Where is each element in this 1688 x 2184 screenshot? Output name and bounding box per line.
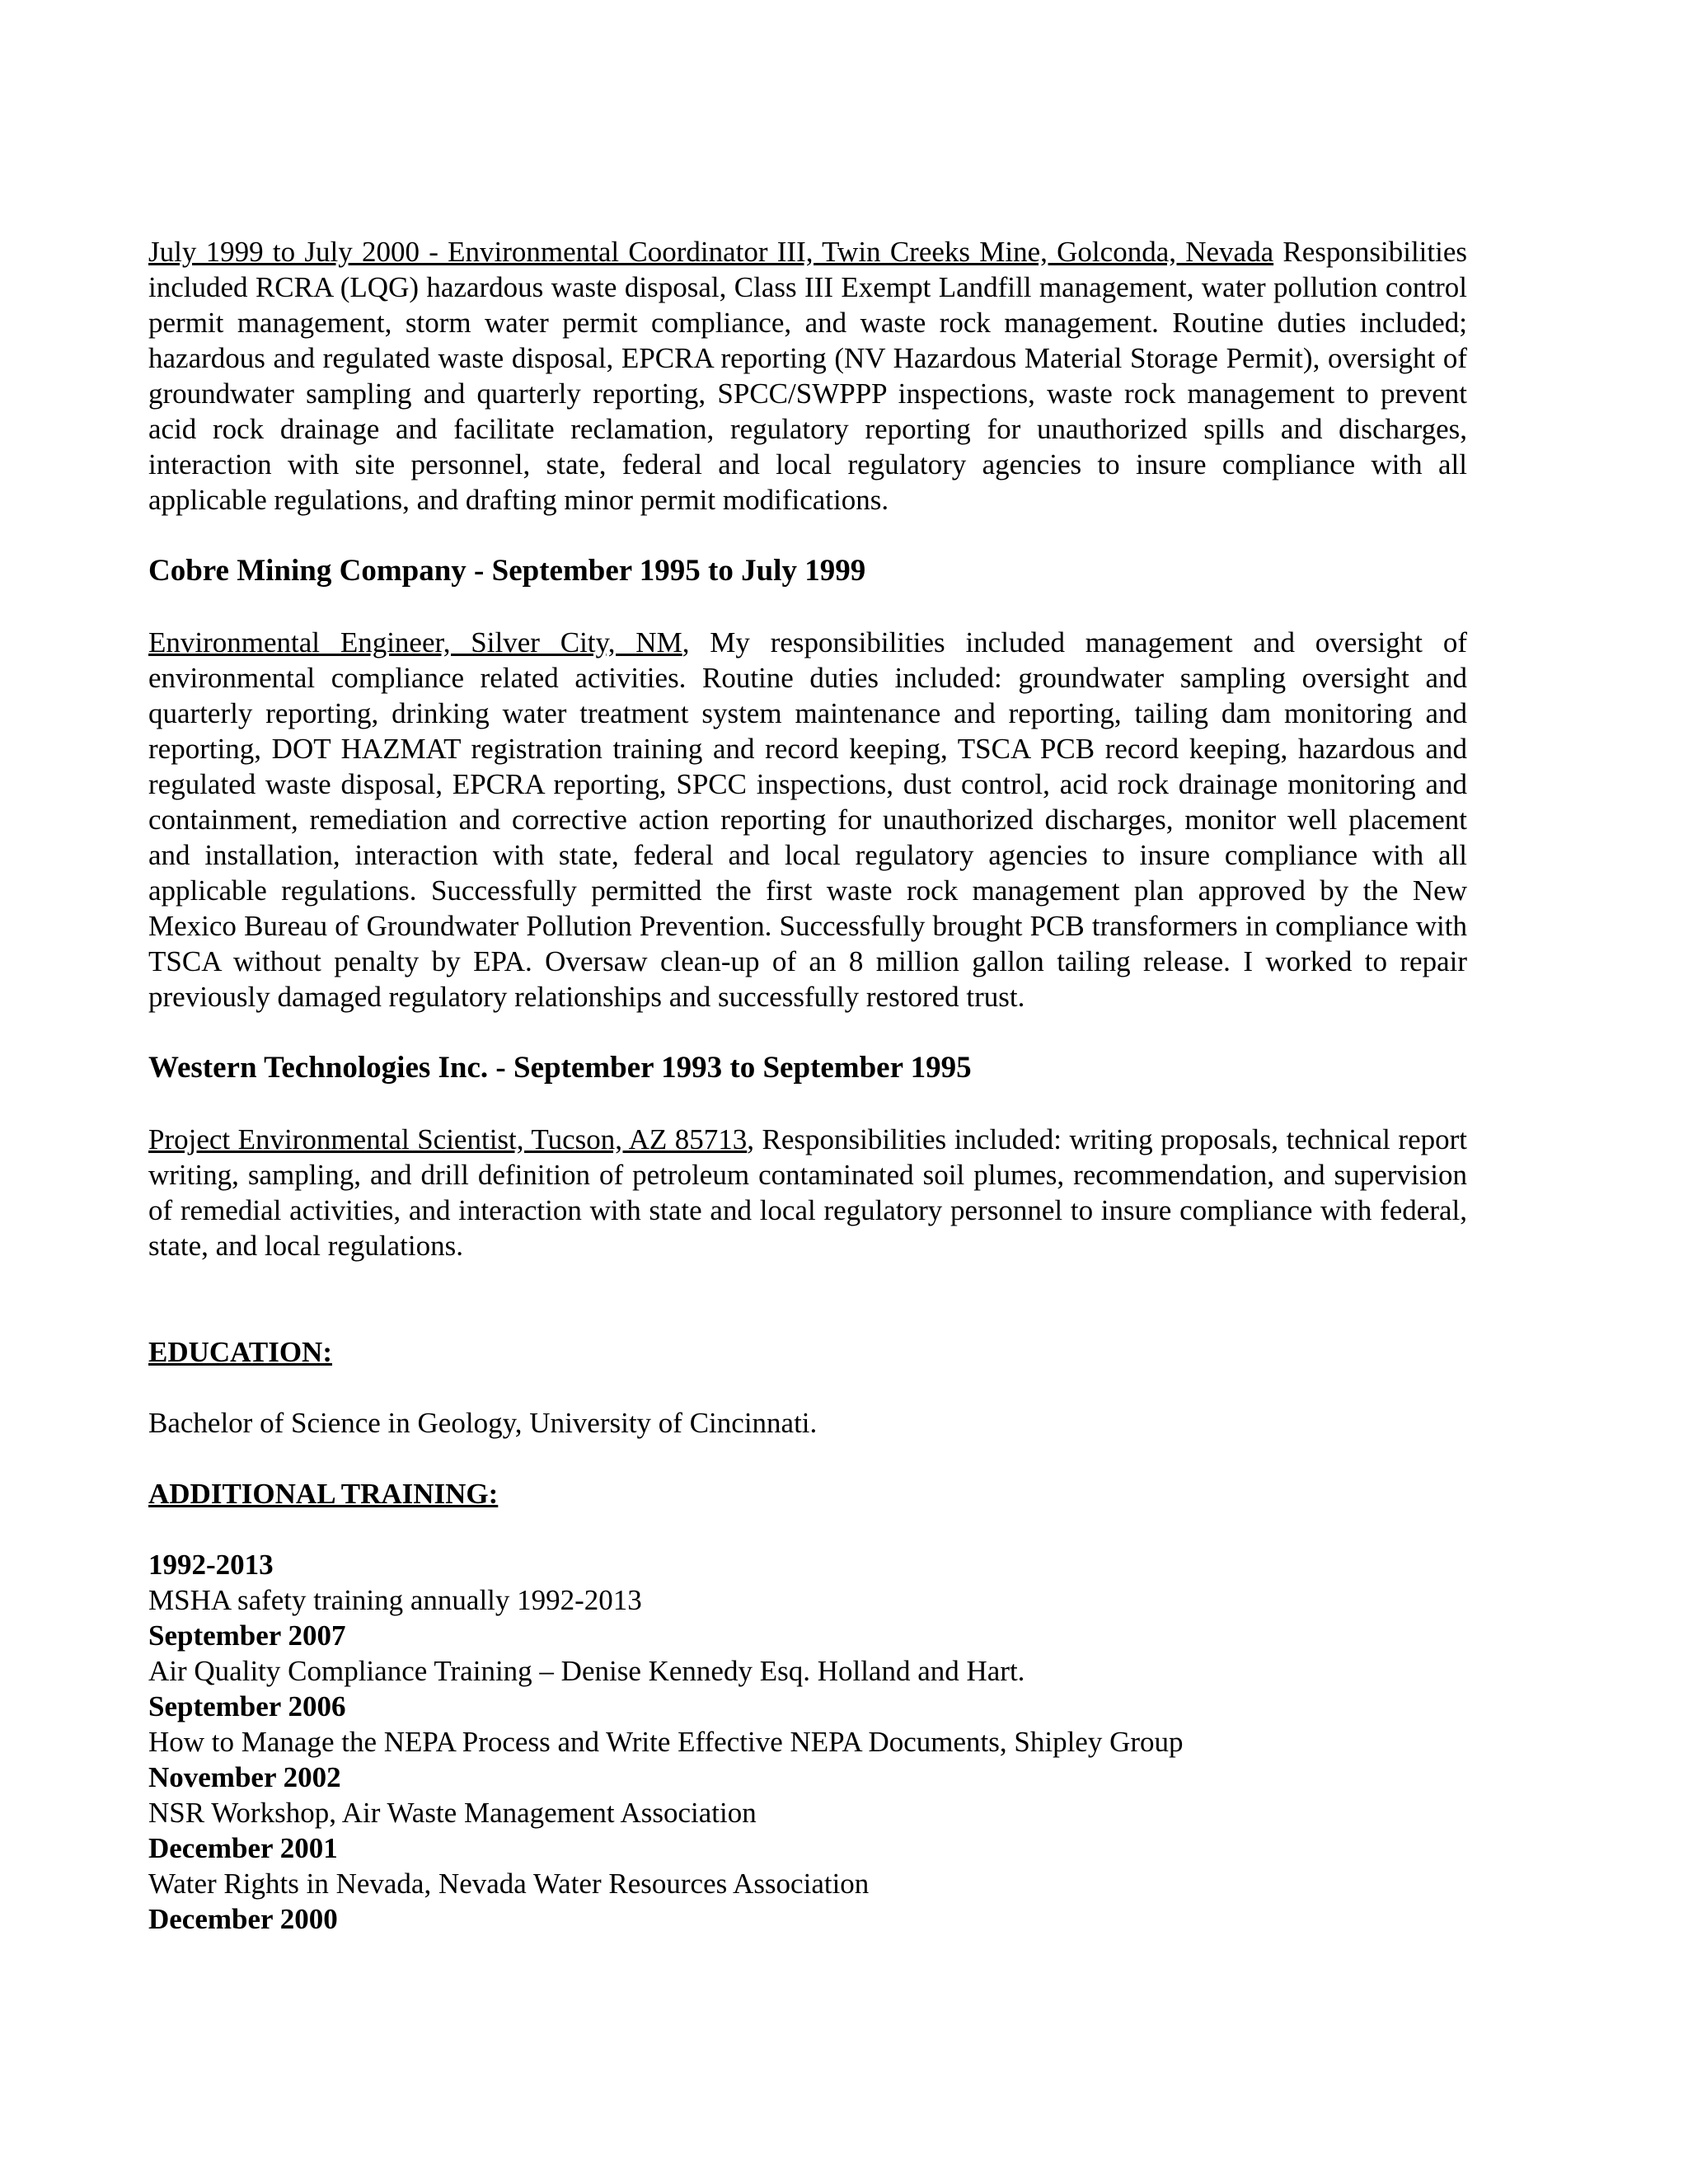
training-date: September 2007 [148, 1619, 346, 1652]
training-label: ADDITIONAL TRAINING: [148, 1478, 499, 1510]
twin-creeks-entry [148, 234, 1467, 518]
cobre-body: , My responsibilities included management and oversight of environmental compliance related activities. Routine duties included: groundwater sampling oversight and quarterly reporting, drinking water treatment system maintenance and reporting, tailing dam monitoring and reporting, DOT HAZMAT registration training and record keeping, TSCA PCB record keeping, hazardous and regulated waste disposal, EPCRA reporting, SPCC inspections, dust control, acid rock drainage monitoring and containment, remediation and corrective action reporting for unauthorized discharges, monitor well placement and installation, interaction with state, federal and local regulatory agencies to insure compliance with all applicable regulations. Successfully permitted the first waste rock management plan approved by the New Mexico Bureau of Groundwater Pollution Prevention. Successfully brought PCB transformers in compliance with TSCA without penalty by EPA. Oversaw clean-up of an 8 million gallon tailing release. I worked to repair previously damaged regulatory relationships and successfully restored trust. [148, 626, 1467, 1013]
training-date: November 2002 [148, 1761, 341, 1793]
western-heading: Western Technologies Inc. - September 1993 to September 1995 [148, 1051, 972, 1085]
education-degree: Bachelor of Science in Geology, University of Cincinnati. [148, 1407, 818, 1439]
twin-creeks-title: July 1999 to July 2000 - Environmental Coordinator III, Twin Creeks Mine, Golconda, Nevada [148, 236, 1274, 268]
training-desc: MSHA safety training annually 1992-2013 [148, 1584, 642, 1616]
training-desc: How to Manage the NEPA Process and Write Effective NEPA Documents, Shipley Group [148, 1726, 1184, 1758]
resume-page [148, 234, 1467, 1937]
western-body: , Responsibilities included: writing proposals, technical report writing, sampling, and drill definition of petroleum contaminated soil plumes, recommendation, and supervision of remedial activities, and interaction with state and local regulatory personnel to insure compliance with federal, state, and local regulations. [148, 1123, 1467, 1262]
western-entry [148, 1122, 1467, 1263]
education-label: EDUCATION: [148, 1336, 332, 1368]
training-date: December 2000 [148, 1903, 338, 1935]
training-date: 1992-2013 [148, 1549, 274, 1581]
cobre-entry [148, 625, 1467, 1015]
training-desc: Air Quality Compliance Training – Denise Kennedy Esq. Holland and Hart. [148, 1655, 1025, 1687]
training-desc: NSR Workshop, Air Waste Management Association [148, 1797, 757, 1829]
training-desc: Water Rights in Nevada, Nevada Water Resources Association [148, 1868, 870, 1900]
cobre-heading: Cobre Mining Company - September 1995 to July 1999 [148, 554, 866, 588]
training-list [148, 1547, 1467, 1937]
cobre-title: Environmental Engineer, Silver City, NM [148, 626, 682, 658]
western-title: Project Environmental Scientist, Tucson, AZ 85713 [148, 1123, 748, 1155]
twin-creeks-body: Responsibilities included RCRA (LQG) hazardous waste disposal, Class III Exempt Landfill management, water pollution control permit management, storm water permit compliance, and waste rock management. Routine duties included; hazardous and regulated waste disposal, EPCRA reporting (NV Hazardous Material Storage Permit), oversight of groundwater sampling and quarterly reporting, SPCC/SWPPP inspections, waste rock management to prevent acid rock drainage and facilitate reclamation, regulatory reporting for unauthorized spills and discharges, interaction with site personnel, state, federal and local regulatory agencies to insure compliance with all applicable regulations, and drafting minor permit modifications. [148, 236, 1468, 516]
training-date: September 2006 [148, 1690, 346, 1722]
training-date: December 2001 [148, 1832, 338, 1864]
